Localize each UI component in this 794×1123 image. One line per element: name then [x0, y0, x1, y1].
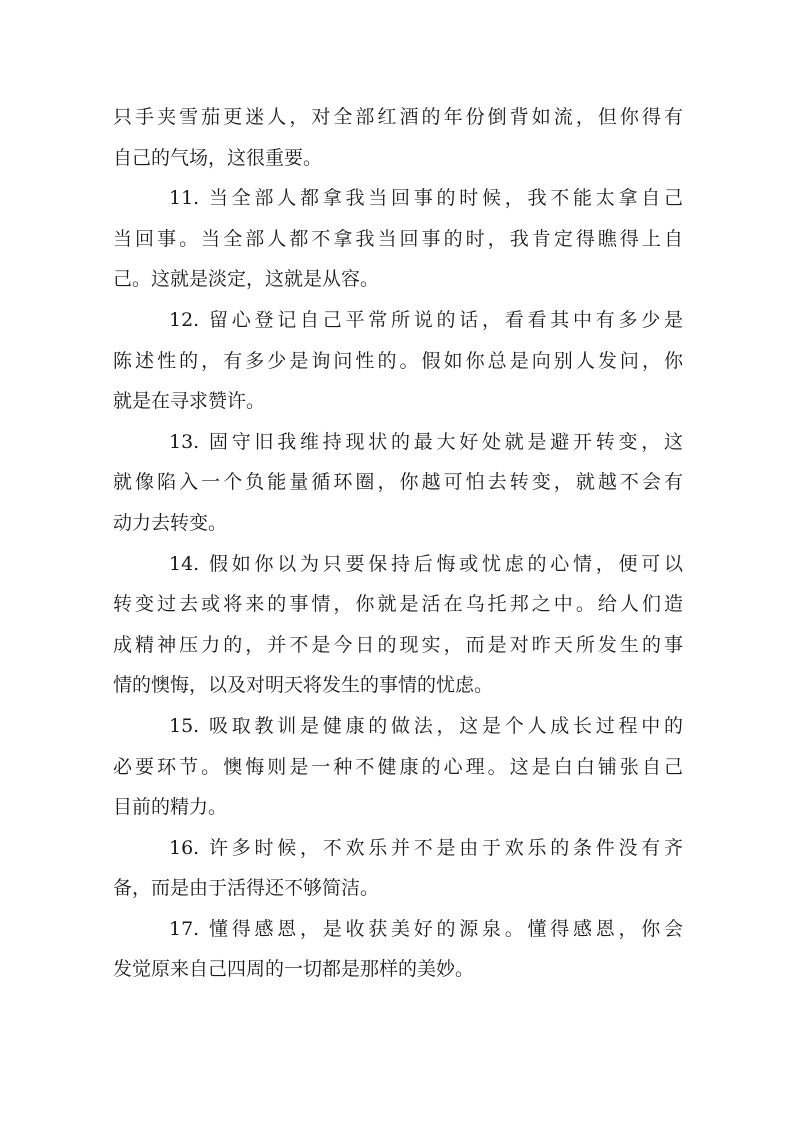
text-line: 发觉原来自己四周的一切都是那样的美妙。: [113, 958, 475, 981]
text-line: 只手夹雪茄更迷人，对全部红酒的年份倒背如流，但你得有: [113, 106, 683, 128]
text-line: 目前的精力。: [113, 796, 228, 819]
text-line: 陈述性的，有多少是询问性的。假如你总是向别人发问，你: [113, 349, 683, 372]
text-line: 12. 留心登记自己平常所说的话，看看其中有多少是: [169, 308, 683, 331]
text-line: 自己的气场，这很重要。: [113, 146, 323, 169]
text-line: 动力去转变。: [113, 511, 228, 534]
text-line: 当回事。当全部人都不拿我当回事的时，我肯定得瞧得上自: [113, 227, 683, 250]
text-line: 就像陷入一个负能量循环圈，你越可怕去转变，就越不会有: [113, 471, 683, 494]
text-line: 必要环节。懊悔则是一种不健康的心理。这是白白铺张自己: [113, 755, 683, 778]
text-line: 15. 吸取教训是健康的做法，这是个人成长过程中的: [169, 714, 683, 737]
text-line: 11. 当全部人都拿我当回事的时候，我不能太拿自己: [169, 187, 683, 210]
text-line: 17. 懂得感恩，是收获美好的源泉。懂得感恩，你会: [169, 917, 683, 940]
text-line: 就是在寻求赞许。: [113, 390, 266, 413]
document-body: [113, 97, 683, 990]
text-line: 16. 许多时候，不欢乐并不是由于欢乐的条件没有齐: [169, 836, 683, 859]
text-line: 13. 固守旧我维持现状的最大好处就是避开转变，这: [169, 430, 683, 453]
text-line: 成精神压力的，并不是今日的现实，而是对昨天所发生的事: [113, 633, 683, 656]
text-line: 14. 假如你以为只要保持后悔或忧虑的心情，便可以: [169, 552, 683, 575]
text-line: 备，而是由于活得还不够简洁。: [113, 877, 380, 900]
text-line: 己。这就是淡定，这就是从容。: [113, 268, 380, 291]
text-line: 转变过去或将来的事情，你就是活在乌托邦之中。给人们造: [113, 593, 683, 616]
text-line: 情的懊悔，以及对明天将发生的事情的忧虑。: [113, 674, 494, 697]
